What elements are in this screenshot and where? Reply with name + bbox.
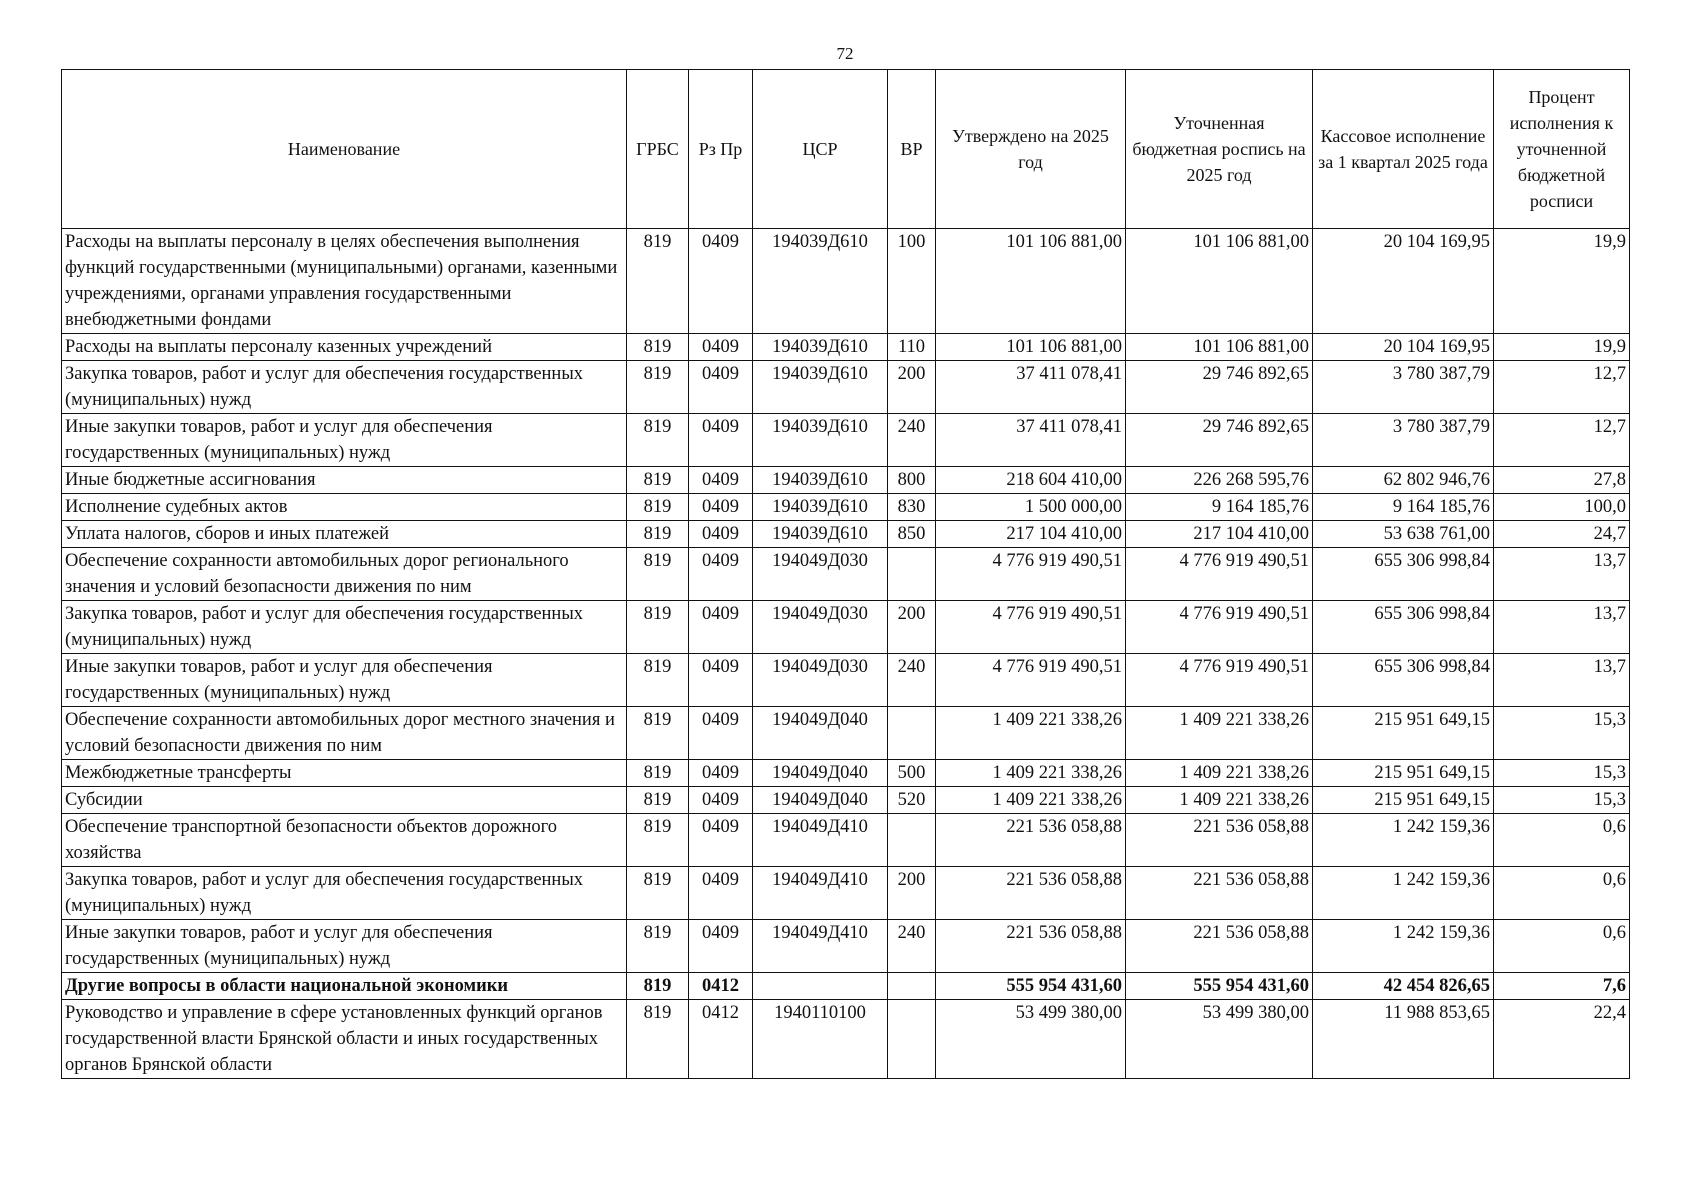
cell-cash: 655 306 998,84 — [1313, 601, 1494, 654]
cell-rzpr: 0409 — [689, 521, 753, 548]
table-row — [62, 601, 1630, 654]
cell-rzpr: 0409 — [689, 414, 753, 467]
cell-refined: 4 776 919 490,51 — [1126, 548, 1313, 601]
cell-rzpr: 0409 — [689, 467, 753, 494]
cell-approved: 221 536 058,88 — [936, 867, 1126, 920]
cell-refined: 29 746 892,65 — [1126, 414, 1313, 467]
cell-csr: 194049Д040 — [753, 760, 888, 787]
cell-grbs: 819 — [627, 707, 689, 760]
table-row — [62, 814, 1630, 867]
cell-csr: 194039Д610 — [753, 494, 888, 521]
cell-rzpr: 0409 — [689, 334, 753, 361]
cell-name: Обеспечение транспортной безопасности объектов дорожного хозяйства — [62, 814, 627, 867]
cell-name: Обеспечение сохранности автомобильных дорог регионального значения и условий безопасности движения по ним — [62, 548, 627, 601]
cell-percent: 100,0 — [1494, 494, 1630, 521]
table-row — [62, 973, 1630, 1000]
cell-percent: 24,7 — [1494, 521, 1630, 548]
cell-cash: 1 242 159,36 — [1313, 920, 1494, 973]
cell-rzpr: 0409 — [689, 548, 753, 601]
cell-refined: 4 776 919 490,51 — [1126, 654, 1313, 707]
table-row — [62, 867, 1630, 920]
cell-percent: 12,7 — [1494, 361, 1630, 414]
cell-rzpr: 0409 — [689, 787, 753, 814]
cell-name: Иные бюджетные ассигнования — [62, 467, 627, 494]
cell-cash: 9 164 185,76 — [1313, 494, 1494, 521]
cell-vr: 520 — [888, 787, 936, 814]
cell-refined: 101 106 881,00 — [1126, 334, 1313, 361]
cell-grbs: 819 — [627, 414, 689, 467]
cell-csr: 194039Д610 — [753, 361, 888, 414]
page-number: 72 — [836, 44, 854, 63]
table-header-row — [62, 70, 1630, 229]
cell-percent: 0,6 — [1494, 867, 1630, 920]
cell-grbs: 819 — [627, 521, 689, 548]
cell-vr — [888, 814, 936, 867]
cell-cash: 42 454 826,65 — [1313, 973, 1494, 1000]
cell-rzpr: 0412 — [689, 973, 753, 1000]
cell-grbs: 819 — [627, 760, 689, 787]
cell-rzpr: 0409 — [689, 814, 753, 867]
cell-name: Руководство и управление в сфере установленных функций органов государственной власти Брянской области и иных государственных органов Брянской области — [62, 1000, 627, 1079]
cell-vr: 200 — [888, 361, 936, 414]
cell-refined: 221 536 058,88 — [1126, 814, 1313, 867]
cell-approved: 555 954 431,60 — [936, 973, 1126, 1000]
cell-approved: 1 409 221 338,26 — [936, 787, 1126, 814]
cell-name: Субсидии — [62, 787, 627, 814]
cell-cash: 3 780 387,79 — [1313, 414, 1494, 467]
cell-refined: 1 409 221 338,26 — [1126, 760, 1313, 787]
header-rzpr: Рз Пр — [689, 70, 753, 229]
cell-approved: 37 411 078,41 — [936, 414, 1126, 467]
cell-approved: 101 106 881,00 — [936, 229, 1126, 334]
cell-grbs: 819 — [627, 814, 689, 867]
cell-vr: 200 — [888, 867, 936, 920]
header-grbs: ГРБС — [627, 70, 689, 229]
cell-name: Расходы на выплаты персоналу в целях обеспечения выполнения функций государственными (муниципальными) органами, казенными учреждениями, органами управления государственными внебюджетными фондами — [62, 229, 627, 334]
cell-percent: 27,8 — [1494, 467, 1630, 494]
cell-name: Исполнение судебных актов — [62, 494, 627, 521]
cell-name: Расходы на выплаты персоналу казенных учреждений — [62, 334, 627, 361]
cell-vr: 240 — [888, 920, 936, 973]
cell-approved: 101 106 881,00 — [936, 334, 1126, 361]
cell-name: Закупка товаров, работ и услуг для обеспечения государственных (муниципальных) нужд — [62, 867, 627, 920]
cell-vr — [888, 1000, 936, 1079]
cell-csr: 194049Д040 — [753, 787, 888, 814]
cell-vr — [888, 548, 936, 601]
cell-approved: 4 776 919 490,51 — [936, 548, 1126, 601]
budget-table — [61, 69, 1630, 1079]
table-body — [62, 229, 1630, 1079]
cell-cash: 215 951 649,15 — [1313, 760, 1494, 787]
cell-grbs: 819 — [627, 1000, 689, 1079]
cell-percent: 12,7 — [1494, 414, 1630, 467]
table-row — [62, 521, 1630, 548]
cell-rzpr: 0409 — [689, 707, 753, 760]
table-row — [62, 548, 1630, 601]
cell-percent: 19,9 — [1494, 229, 1630, 334]
cell-rzpr: 0409 — [689, 920, 753, 973]
table-row — [62, 707, 1630, 760]
cell-rzpr: 0409 — [689, 760, 753, 787]
cell-approved: 1 409 221 338,26 — [936, 707, 1126, 760]
table-row — [62, 920, 1630, 973]
table-row — [62, 334, 1630, 361]
cell-refined: 4 776 919 490,51 — [1126, 601, 1313, 654]
cell-vr: 240 — [888, 654, 936, 707]
table-row — [62, 494, 1630, 521]
cell-name: Межбюджетные трансферты — [62, 760, 627, 787]
cell-refined: 9 164 185,76 — [1126, 494, 1313, 521]
cell-rzpr: 0409 — [689, 361, 753, 414]
cell-approved: 37 411 078,41 — [936, 361, 1126, 414]
cell-grbs: 819 — [627, 361, 689, 414]
cell-cash: 655 306 998,84 — [1313, 654, 1494, 707]
cell-grbs: 819 — [627, 787, 689, 814]
cell-refined: 217 104 410,00 — [1126, 521, 1313, 548]
cell-refined: 53 499 380,00 — [1126, 1000, 1313, 1079]
cell-vr: 500 — [888, 760, 936, 787]
cell-rzpr: 0409 — [689, 494, 753, 521]
cell-grbs: 819 — [627, 229, 689, 334]
cell-csr: 194039Д610 — [753, 521, 888, 548]
header-csr: ЦСР — [753, 70, 888, 229]
cell-name: Закупка товаров, работ и услуг для обеспечения государственных (муниципальных) нужд — [62, 361, 627, 414]
cell-cash: 53 638 761,00 — [1313, 521, 1494, 548]
table-row — [62, 414, 1630, 467]
cell-refined: 555 954 431,60 — [1126, 973, 1313, 1000]
cell-rzpr: 0409 — [689, 601, 753, 654]
cell-cash: 655 306 998,84 — [1313, 548, 1494, 601]
cell-name: Иные закупки товаров, работ и услуг для обеспечения государственных (муниципальных) нужд — [62, 654, 627, 707]
cell-cash: 11 988 853,65 — [1313, 1000, 1494, 1079]
cell-cash: 1 242 159,36 — [1313, 814, 1494, 867]
cell-csr: 194039Д610 — [753, 229, 888, 334]
cell-approved: 218 604 410,00 — [936, 467, 1126, 494]
cell-vr: 240 — [888, 414, 936, 467]
table-row — [62, 229, 1630, 334]
cell-csr: 194049Д030 — [753, 654, 888, 707]
cell-vr: 850 — [888, 521, 936, 548]
cell-refined: 1 409 221 338,26 — [1126, 707, 1313, 760]
cell-refined: 1 409 221 338,26 — [1126, 787, 1313, 814]
cell-percent: 22,4 — [1494, 1000, 1630, 1079]
cell-refined: 221 536 058,88 — [1126, 920, 1313, 973]
cell-percent: 7,6 — [1494, 973, 1630, 1000]
cell-approved: 221 536 058,88 — [936, 814, 1126, 867]
table-row — [62, 787, 1630, 814]
cell-approved: 4 776 919 490,51 — [936, 601, 1126, 654]
cell-rzpr: 0412 — [689, 1000, 753, 1079]
cell-percent: 19,9 — [1494, 334, 1630, 361]
cell-grbs: 819 — [627, 601, 689, 654]
cell-vr: 830 — [888, 494, 936, 521]
cell-name: Уплата налогов, сборов и иных платежей — [62, 521, 627, 548]
cell-grbs: 819 — [627, 334, 689, 361]
cell-csr: 194049Д030 — [753, 548, 888, 601]
header-percent: Процент исполнения к уточненной бюджетной росписи — [1494, 70, 1630, 229]
header-vr: ВР — [888, 70, 936, 229]
cell-refined: 29 746 892,65 — [1126, 361, 1313, 414]
cell-csr — [753, 973, 888, 1000]
cell-csr: 194049Д040 — [753, 707, 888, 760]
cell-rzpr: 0409 — [689, 654, 753, 707]
cell-percent: 15,3 — [1494, 787, 1630, 814]
header-approved: Утверждено на 2025 год — [936, 70, 1126, 229]
cell-percent: 13,7 — [1494, 601, 1630, 654]
table-row — [62, 654, 1630, 707]
cell-approved: 4 776 919 490,51 — [936, 654, 1126, 707]
cell-grbs: 819 — [627, 867, 689, 920]
cell-grbs: 819 — [627, 973, 689, 1000]
cell-name: Обеспечение сохранности автомобильных дорог местного значения и условий безопасности движения по ним — [62, 707, 627, 760]
cell-grbs: 819 — [627, 654, 689, 707]
cell-cash: 3 780 387,79 — [1313, 361, 1494, 414]
cell-name: Иные закупки товаров, работ и услуг для обеспечения государственных (муниципальных) нужд — [62, 920, 627, 973]
cell-percent: 0,6 — [1494, 814, 1630, 867]
cell-vr: 110 — [888, 334, 936, 361]
cell-csr: 194039Д610 — [753, 414, 888, 467]
cell-csr: 194039Д610 — [753, 467, 888, 494]
cell-cash: 1 242 159,36 — [1313, 867, 1494, 920]
cell-cash: 215 951 649,15 — [1313, 787, 1494, 814]
cell-vr — [888, 707, 936, 760]
cell-refined: 221 536 058,88 — [1126, 867, 1313, 920]
cell-name: Иные закупки товаров, работ и услуг для обеспечения государственных (муниципальных) нужд — [62, 414, 627, 467]
cell-percent: 15,3 — [1494, 760, 1630, 787]
cell-cash: 20 104 169,95 — [1313, 229, 1494, 334]
cell-grbs: 819 — [627, 494, 689, 521]
cell-refined: 101 106 881,00 — [1126, 229, 1313, 334]
cell-approved: 1 500 000,00 — [936, 494, 1126, 521]
cell-approved: 221 536 058,88 — [936, 920, 1126, 973]
cell-csr: 194049Д410 — [753, 920, 888, 973]
cell-cash: 20 104 169,95 — [1313, 334, 1494, 361]
cell-approved: 53 499 380,00 — [936, 1000, 1126, 1079]
cell-cash: 62 802 946,76 — [1313, 467, 1494, 494]
table-row — [62, 467, 1630, 494]
cell-cash: 215 951 649,15 — [1313, 707, 1494, 760]
cell-csr: 194049Д030 — [753, 601, 888, 654]
table-row — [62, 760, 1630, 787]
cell-grbs: 819 — [627, 467, 689, 494]
cell-vr: 100 — [888, 229, 936, 334]
cell-csr: 1940110100 — [753, 1000, 888, 1079]
cell-percent: 13,7 — [1494, 548, 1630, 601]
header-name: Наименование — [62, 70, 627, 229]
cell-vr: 200 — [888, 601, 936, 654]
cell-csr: 194039Д610 — [753, 334, 888, 361]
cell-csr: 194049Д410 — [753, 814, 888, 867]
cell-vr: 800 — [888, 467, 936, 494]
header-cash: Кассовое исполнение за 1 квартал 2025 года — [1313, 70, 1494, 229]
table-row — [62, 361, 1630, 414]
header-refined: Уточненная бюджетная роспись на 2025 год — [1126, 70, 1313, 229]
cell-name: Другие вопросы в области национальной экономики — [62, 973, 627, 1000]
cell-percent: 13,7 — [1494, 654, 1630, 707]
cell-vr — [888, 973, 936, 1000]
cell-grbs: 819 — [627, 920, 689, 973]
cell-rzpr: 0409 — [689, 229, 753, 334]
cell-approved: 217 104 410,00 — [936, 521, 1126, 548]
cell-approved: 1 409 221 338,26 — [936, 760, 1126, 787]
cell-rzpr: 0409 — [689, 867, 753, 920]
cell-name: Закупка товаров, работ и услуг для обеспечения государственных (муниципальных) нужд — [62, 601, 627, 654]
table-row — [62, 1000, 1630, 1079]
cell-refined: 226 268 595,76 — [1126, 467, 1313, 494]
cell-csr: 194049Д410 — [753, 867, 888, 920]
cell-percent: 15,3 — [1494, 707, 1630, 760]
cell-grbs: 819 — [627, 548, 689, 601]
cell-percent: 0,6 — [1494, 920, 1630, 973]
